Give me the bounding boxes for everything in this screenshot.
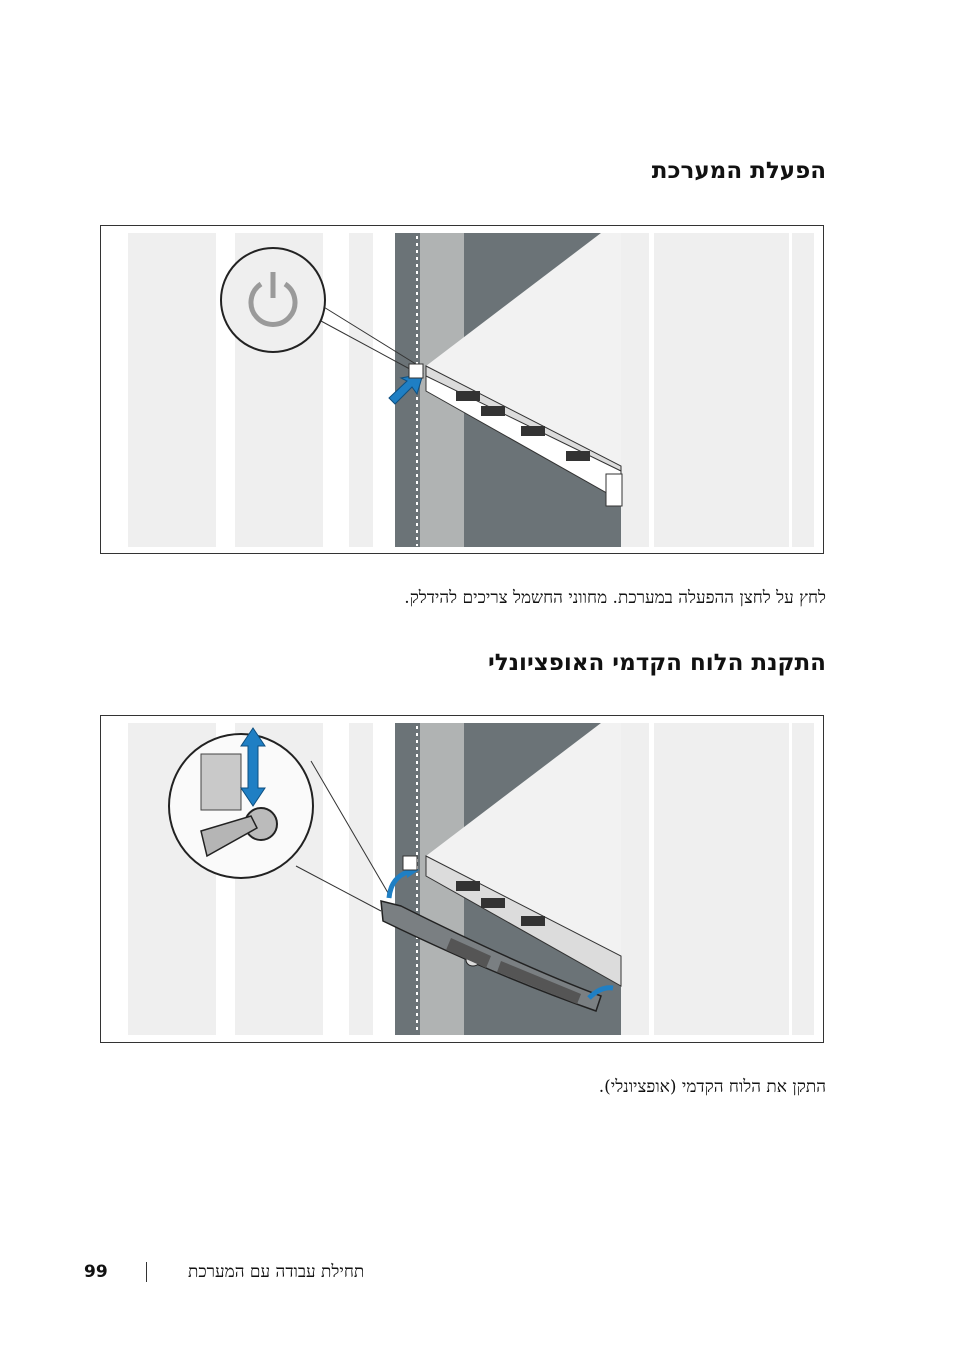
section-heading-bezel: התקנת הלוח הקדמי האופציונלי	[487, 650, 826, 676]
power-figure-svg	[101, 226, 823, 553]
footer-divider	[146, 1262, 147, 1282]
footer-title: תחילת עבודה עם המערכת	[188, 1262, 365, 1282]
page-number: 99	[84, 1262, 108, 1282]
caption-power-on: לחץ על לחצן ההפעלה במערכת. מחווני החשמל צריכים להידלק.	[404, 588, 826, 608]
section-heading-power-on: הפעלת המערכת	[651, 158, 826, 184]
bezel-figure-svg	[101, 716, 823, 1042]
figure-power-button	[100, 225, 824, 554]
figure-front-bezel	[100, 715, 824, 1043]
caption-bezel: התקן את הלוח הקדמי (אופציונלי).	[598, 1077, 826, 1097]
